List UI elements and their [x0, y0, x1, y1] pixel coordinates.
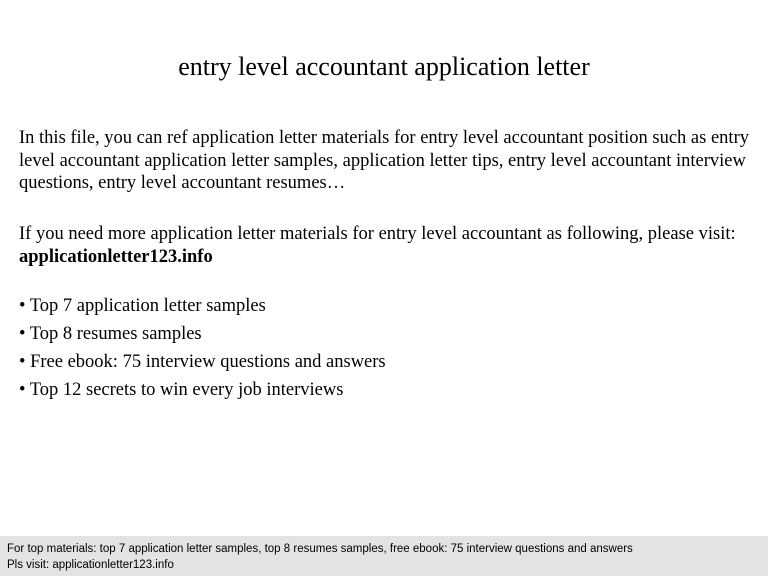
bullet-item: • Top 7 application letter samples	[19, 296, 266, 316]
bullet-item: • Free ebook: 75 interview questions and answers	[19, 352, 386, 372]
footer-bar	[0, 536, 768, 576]
bullet-list	[19, 292, 754, 404]
footer-line-visit: Pls visit: applicationletter123.info	[7, 559, 174, 571]
footer-line-materials: For top materials: top 7 application letter samples, top 8 resumes samples, free ebook: 75 interview questions and answers	[7, 543, 633, 555]
intro-paragraph: In this file, you can ref application letter materials for entry level accountant position such as entry level accountant application letter samples, application letter tips, entry level accountant interview questions, entry level accountant resumes…	[19, 128, 749, 193]
slide-title: entry level accountant application letter	[178, 52, 590, 81]
visit-site-link[interactable]: applicationletter123.info	[19, 246, 213, 267]
visit-text: If you need more application letter materials for entry level accountant as following, please visit:	[19, 224, 736, 244]
bullet-item: • Top 12 secrets to win every job interviews	[19, 380, 344, 400]
bullet-item: • Top 8 resumes samples	[19, 324, 202, 344]
visit-paragraph	[19, 223, 754, 268]
